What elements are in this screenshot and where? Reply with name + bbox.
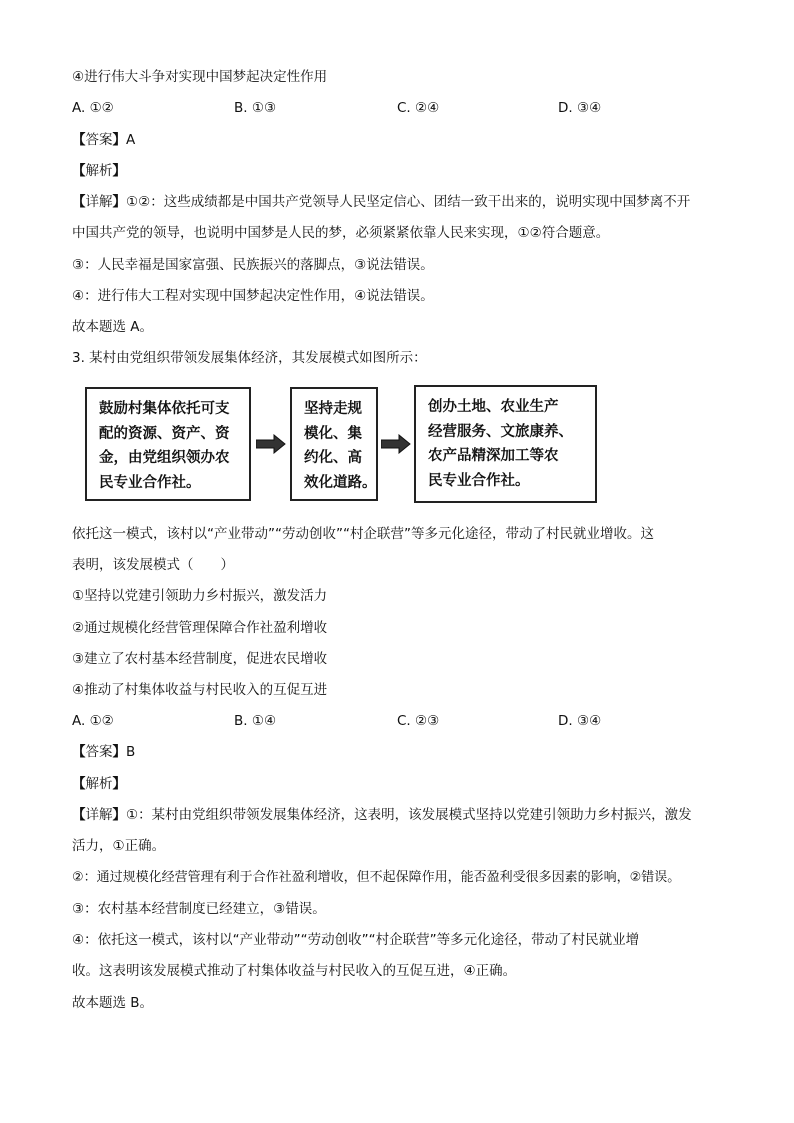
answer-label: 答案 [85,744,113,760]
q3-analysis: 【解析】 [72,776,126,792]
answer-label: 答案 [85,132,113,148]
statement-4: ④进行伟大斗争对实现中国梦起决定性作用 [72,69,328,85]
flow-box-3-line: 农产品精深加工等农 [428,448,559,464]
q3-option-d: D. ③④ [558,713,602,729]
q2-detail-2: ③：人民幸福是国家富强、民族振兴的落脚点，③说法错误。 [72,257,434,273]
flow-box-3-line: 创办土地、农业生产 [428,399,559,415]
q3-option-c: C. ②③ [397,713,440,729]
q2-option-a: A. ①② [72,100,114,116]
q2-detail-1a: 【详解】①②：这些成绩都是中国共产党领导人民坚定信心、团结一致干出来的，说明实现中国梦离不开 [72,194,691,210]
q2-detail-3: ④：进行伟大工程对实现中国梦起决定性作用，④说法错误。 [72,288,434,304]
analysis-label: 解析 [85,776,113,792]
answer-value: A [126,132,136,148]
q3-detail-1a: 【详解】①：某村由党组织带领发展集体经济，这表明，该发展模式坚持以党建引领助力乡村振兴，激发 [72,807,692,823]
q2-detail-1b: 中国共产党的领导，也说明中国梦是人民的梦，必须紧紧依靠人民来实现，①②符合题意。 [72,225,610,241]
q3-detail-3: ③：农村基本经营制度已经建立，③错误。 [72,901,326,917]
q3-detail-4b: 收。这表明该发展模式推动了村集体收益与村民收入的互促互进，④正确。 [72,963,517,979]
flow-box-1-line: 鼓励村集体依托可支 [99,401,230,417]
q3-statement-1: ①坚持以党建引领助力乡村振兴，激发活力 [72,588,328,604]
detail-label: 详解 [85,807,113,823]
q3-paragraph-a: 依托这一模式，该村以“产业带动”“劳动创收”“村企联营”等多元化途径，带动了村民就业增收。这 [72,526,654,542]
analysis-label: 解析 [85,163,113,179]
detail-text: ①②：这些成绩都是中国共产党领导人民坚定信心、团结一致干出来的，说明实现中国梦离不开 [126,194,691,210]
q3-option-b: B. ①④ [234,713,277,729]
flow-box-2-line: 效化道路。 [304,474,377,491]
flow-box-1-line: 民专业合作社。 [99,474,201,491]
flow-box-2-line: 模化、集 [304,425,362,442]
flow-box-2 [290,387,378,501]
q3-statement-2: ②通过规模化经营管理保障合作社盈利增收 [72,620,328,636]
flow-box-2-line: 坚持走规 [304,401,362,417]
q3-stem: 3. 某村由党组织带领发展集体经济，其发展模式如图所示： [72,350,427,366]
q3-detail-4a: ④：依托这一模式，该村以“产业带动”“劳动创收”“村企联营”等多元化途径，带动了村民就业增 [72,932,640,948]
flow-box-3-line: 民专业合作社。 [428,472,530,489]
flow-box-3-line: 经营服务、文旅康养、 [428,423,573,440]
q3-statement-3: ③建立了农村基本经营制度，促进农民增收 [72,651,328,667]
q3-detail-2: ②：通过规模化经营管理有利于合作社盈利增收，但不起保障作用，能否盈利受很多因素的影响，②错误。 [72,870,681,885]
flow-box-1-line: 金，由党组织领办农 [99,450,230,466]
flow-box-2-line: 约化、高 [304,450,362,466]
q2-option-c: C. ②④ [397,100,440,116]
flow-diagram [85,385,597,503]
q3-option-a: A. ①② [72,713,114,729]
q2-option-d: D. ③④ [558,100,602,116]
detail-label: 详解 [85,194,113,210]
flow-box-1 [85,387,251,501]
q3-statement-4: ④推动了村集体收益与村民收入的互促互进 [72,682,328,698]
q2-answer: 【答案】A [72,132,136,148]
q3-detail-1b: 活力，①正确。 [72,838,166,854]
flow-box-3 [414,385,597,503]
arrow-right-icon [256,434,286,454]
detail-text: ①：某村由党组织带领发展集体经济，这表明，该发展模式坚持以党建引领助力乡村振兴，激发 [126,807,692,823]
q3-conclusion: 故本题选 B。 [72,995,154,1011]
q2-conclusion: 故本题选 A。 [72,319,154,335]
q3-paragraph-b: 表明，该发展模式（ ） [72,557,234,573]
arrow-right-icon [381,434,411,454]
q2-option-b: B. ①③ [234,100,277,116]
q2-analysis: 【解析】 [72,163,126,179]
flow-box-1-line: 配的资源、资产、资 [99,425,230,442]
q3-answer: 【答案】B [72,744,136,760]
answer-value: B [126,744,136,760]
